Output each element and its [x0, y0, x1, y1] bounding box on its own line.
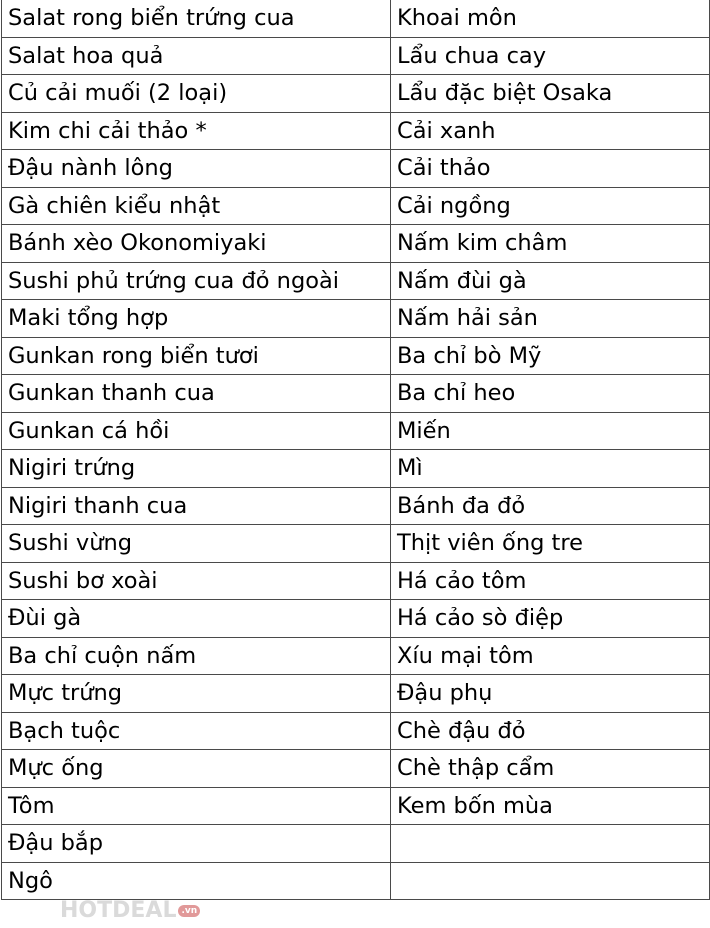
menu-item-left: Tôm [2, 787, 391, 825]
menu-item-left: Sushi vừng [2, 525, 391, 563]
table-row [2, 412, 710, 450]
menu-item-left: Kim chi cải thảo * [2, 112, 391, 150]
menu-item-left: Mực trứng [2, 675, 391, 713]
table-row [2, 112, 710, 150]
table-row [2, 487, 710, 525]
menu-item-right: Chè đậu đỏ [391, 712, 710, 750]
table-row [2, 75, 710, 113]
menu-item-right: Thịt viên ống tre [391, 525, 710, 563]
table-row [2, 37, 710, 75]
menu-item-right: Ba chỉ bò Mỹ [391, 337, 710, 375]
table-row [2, 712, 710, 750]
table-row [2, 600, 710, 638]
menu-item-right: Miến [391, 412, 710, 450]
table-row [2, 262, 710, 300]
table-row [2, 225, 710, 263]
menu-item-right: Bánh đa đỏ [391, 487, 710, 525]
menu-item-left: Salat hoa quả [2, 37, 391, 75]
menu-item-left: Bạch tuộc [2, 712, 391, 750]
menu-item-left: Maki tổng hợp [2, 300, 391, 338]
table-row [2, 675, 710, 713]
table-row [2, 450, 710, 488]
table-row [2, 787, 710, 825]
menu-item-right: Đậu phụ [391, 675, 710, 713]
menu-item-right: Cải thảo [391, 150, 710, 188]
menu-item-left: Ba chỉ cuộn nấm [2, 637, 391, 675]
menu-item-right: Nấm hải sản [391, 300, 710, 338]
menu-item-right: Lẩu chua cay [391, 37, 710, 75]
menu-item-right: Lẩu đặc biệt Osaka [391, 75, 710, 113]
menu-item-left: Salat rong biển trứng cua [2, 0, 391, 37]
menu-item-left: Gunkan rong biển tươi [2, 337, 391, 375]
menu-item-left: Sushi phủ trứng cua đỏ ngoài [2, 262, 391, 300]
menu-item-right: Mì [391, 450, 710, 488]
table-row [2, 562, 710, 600]
menu-item-left: Mực ống [2, 750, 391, 788]
menu-item-right: Nấm kim châm [391, 225, 710, 263]
table-row [2, 825, 710, 863]
menu-item-right: Ba chỉ heo [391, 375, 710, 413]
menu-item-right [391, 862, 710, 900]
menu-item-right: Cải ngồng [391, 187, 710, 225]
menu-item-left: Đùi gà [2, 600, 391, 638]
menu-item-right: Há cảo sò điệp [391, 600, 710, 638]
menu-item-right: Nấm đùi gà [391, 262, 710, 300]
menu-table [1, 0, 710, 900]
table-row [2, 525, 710, 563]
menu-table-body [2, 0, 710, 900]
table-row [2, 0, 710, 37]
table-row [2, 337, 710, 375]
watermark-logo [60, 898, 200, 923]
menu-item-right: Há cảo tôm [391, 562, 710, 600]
menu-item-right: Xíu mại tôm [391, 637, 710, 675]
table-row [2, 375, 710, 413]
menu-item-left: Ngô [2, 862, 391, 900]
menu-item-left: Sushi bơ xoài [2, 562, 391, 600]
table-row [2, 637, 710, 675]
menu-item-left: Gunkan cá hồi [2, 412, 391, 450]
menu-item-right: Khoai môn [391, 0, 710, 37]
menu-item-right: Kem bốn mùa [391, 787, 710, 825]
watermark-suffix: .vn [178, 905, 200, 917]
menu-item-right: Cải xanh [391, 112, 710, 150]
menu-item-left: Đậu bắp [2, 825, 391, 863]
menu-item-left: Đậu nành lông [2, 150, 391, 188]
menu-item-left: Củ cải muối (2 loại) [2, 75, 391, 113]
menu-item-left: Gà chiên kiểu nhật [2, 187, 391, 225]
menu-item-right: Chè thập cẩm [391, 750, 710, 788]
watermark-text: HOTDEAL [60, 898, 177, 923]
table-row [2, 187, 710, 225]
table-row [2, 750, 710, 788]
menu-item-left: Bánh xèo Okonomiyaki [2, 225, 391, 263]
menu-item-left: Nigiri trứng [2, 450, 391, 488]
table-row [2, 862, 710, 900]
table-row [2, 150, 710, 188]
menu-item-left: Nigiri thanh cua [2, 487, 391, 525]
menu-item-right [391, 825, 710, 863]
table-row [2, 300, 710, 338]
menu-item-left: Gunkan thanh cua [2, 375, 391, 413]
